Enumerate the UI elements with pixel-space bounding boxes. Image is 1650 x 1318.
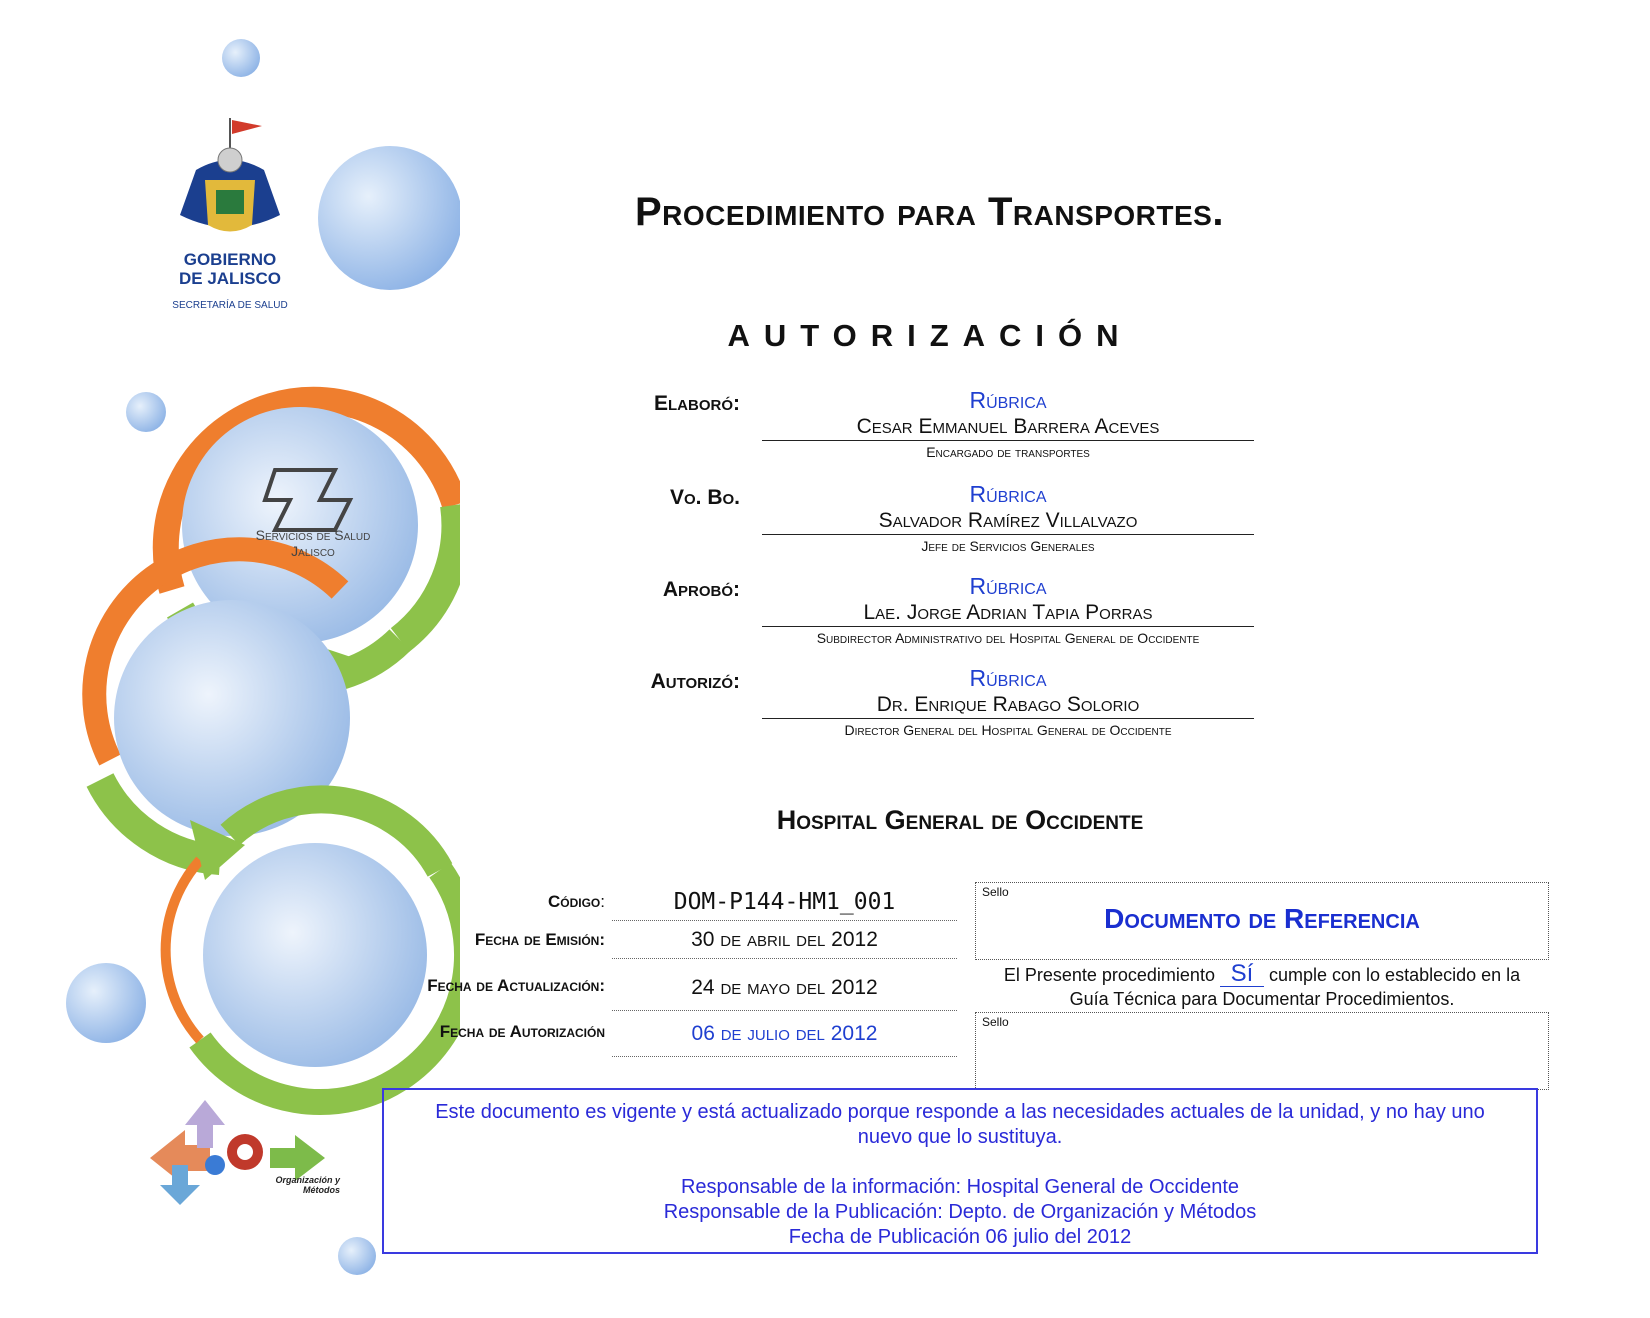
- secretaria-salud: SECRETARÍA DE SALUD: [172, 300, 288, 311]
- compliance-pre: El Presente procedimiento: [1003, 965, 1215, 985]
- notice-line1: Este documento es vigente y está actualizado porque responde a las necesidades actuales de la unidad, y no hay uno: [435, 1101, 1485, 1123]
- signer-name: Dr. Enrique Rabago Solorio: [762, 692, 1254, 719]
- notice-line3: Responsable de la información: Hospital General de Occidente: [680, 1176, 1240, 1198]
- actualizacion-label: Fecha de Actualización:: [427, 976, 605, 995]
- sig-block-vobo: [762, 480, 1254, 557]
- notice-line4: Responsable de la Publicación: Depto. de Organización y Métodos: [663, 1201, 1257, 1223]
- doc-reference-title: Documento de Referencia: [1104, 903, 1420, 934]
- authorization-heading: AUTORIZACIÓN: [727, 318, 1133, 353]
- jalisco-coat-of-arms-icon: [180, 118, 280, 232]
- sig-block-autorizo: [762, 664, 1254, 741]
- ssj-line1: Servicios de Salud: [255, 527, 371, 543]
- bubble-circle: [66, 963, 146, 1043]
- compliance-value: Sí: [1220, 962, 1264, 987]
- signer-name: Cesar Emmanuel Barrera Aceves: [762, 414, 1254, 441]
- notice-line2: nuevo que lo sustituya.: [857, 1126, 1063, 1148]
- ssj-line2: Jalisco: [291, 543, 335, 559]
- signer-name: Salvador Ramírez Villalvazo: [762, 508, 1254, 535]
- actualizacion-value: 24 de mayo del 2012: [612, 966, 957, 1011]
- codigo-label: Código: [547, 892, 601, 911]
- autorizacion-value: 06 de julio del 2012: [612, 1012, 957, 1057]
- gobierno-line1: GOBIERNO: [183, 250, 277, 269]
- ssj-logo-text: [228, 527, 398, 559]
- bubble-circle: [126, 392, 166, 432]
- codigo-colon: :: [600, 892, 605, 911]
- publication-notice: [382, 1088, 1538, 1254]
- signer-position: Jefe de Servicios Generales: [921, 538, 1095, 554]
- sig-label-elaboro: Elaboró:: [654, 392, 740, 415]
- gobierno-logo: [150, 250, 310, 315]
- sig-label-aprobo: Aprobó:: [662, 578, 740, 601]
- stamp-box-2: [975, 1012, 1549, 1090]
- reference-stamp-box: [975, 882, 1549, 960]
- codigo-label-group: [380, 892, 605, 912]
- sello-label: Sello: [982, 885, 1009, 899]
- signer-name: Lae. Jorge Adrian Tapia Porras: [762, 600, 1254, 627]
- signer-position: Subdirector Administrativo del Hospital General de Occidente: [816, 630, 1200, 646]
- bubble-circle: [318, 146, 460, 290]
- gobierno-line2: DE JALISCO: [178, 269, 282, 288]
- sig-block-aprobo: [762, 572, 1254, 649]
- sello-label-2: Sello: [982, 1015, 1009, 1029]
- signer-position: Encargado de transportes: [926, 444, 1090, 460]
- autorizacion-label: Fecha de Autorización: [439, 1022, 605, 1041]
- document-title: Procedimiento para Transportes.: [635, 190, 1224, 234]
- rubrica-text: Rúbrica: [969, 573, 1047, 599]
- compliance-line2: Guía Técnica para Documentar Procedimientos.: [1069, 989, 1455, 1009]
- bubble-circle: [338, 1237, 376, 1275]
- process-ring-bottom-icon: [166, 799, 460, 1102]
- compliance-text: [975, 962, 1549, 1011]
- om-line1: Organización y: [275, 1175, 340, 1185]
- codigo-value: DOM-P144-HM1_001: [612, 884, 957, 921]
- rubrica-text: Rúbrica: [969, 387, 1047, 413]
- signer-position: Director General del Hospital General de Occidente: [844, 722, 1172, 738]
- emision-value: 30 de abril del 2012: [612, 922, 957, 959]
- hospital-name: Hospital General de Occidente: [776, 805, 1144, 835]
- emision-label: Fecha de Emisión:: [474, 930, 605, 949]
- bubble-circle: [222, 39, 260, 77]
- sig-block-elaboro: [762, 386, 1254, 463]
- notice-line5: Fecha de Publicación 06 julio del 2012: [788, 1226, 1132, 1248]
- compliance-post: cumple con lo establecido en la: [1269, 965, 1521, 985]
- sig-label-vobo: Vo. Bo.: [669, 486, 740, 509]
- rubrica-text: Rúbrica: [969, 481, 1047, 507]
- rubrica-text: Rúbrica: [969, 665, 1047, 691]
- sig-label-autorizo: Autorizó:: [650, 670, 740, 693]
- om-logo-text: [220, 1175, 340, 1195]
- om-line2: Métodos: [303, 1185, 340, 1195]
